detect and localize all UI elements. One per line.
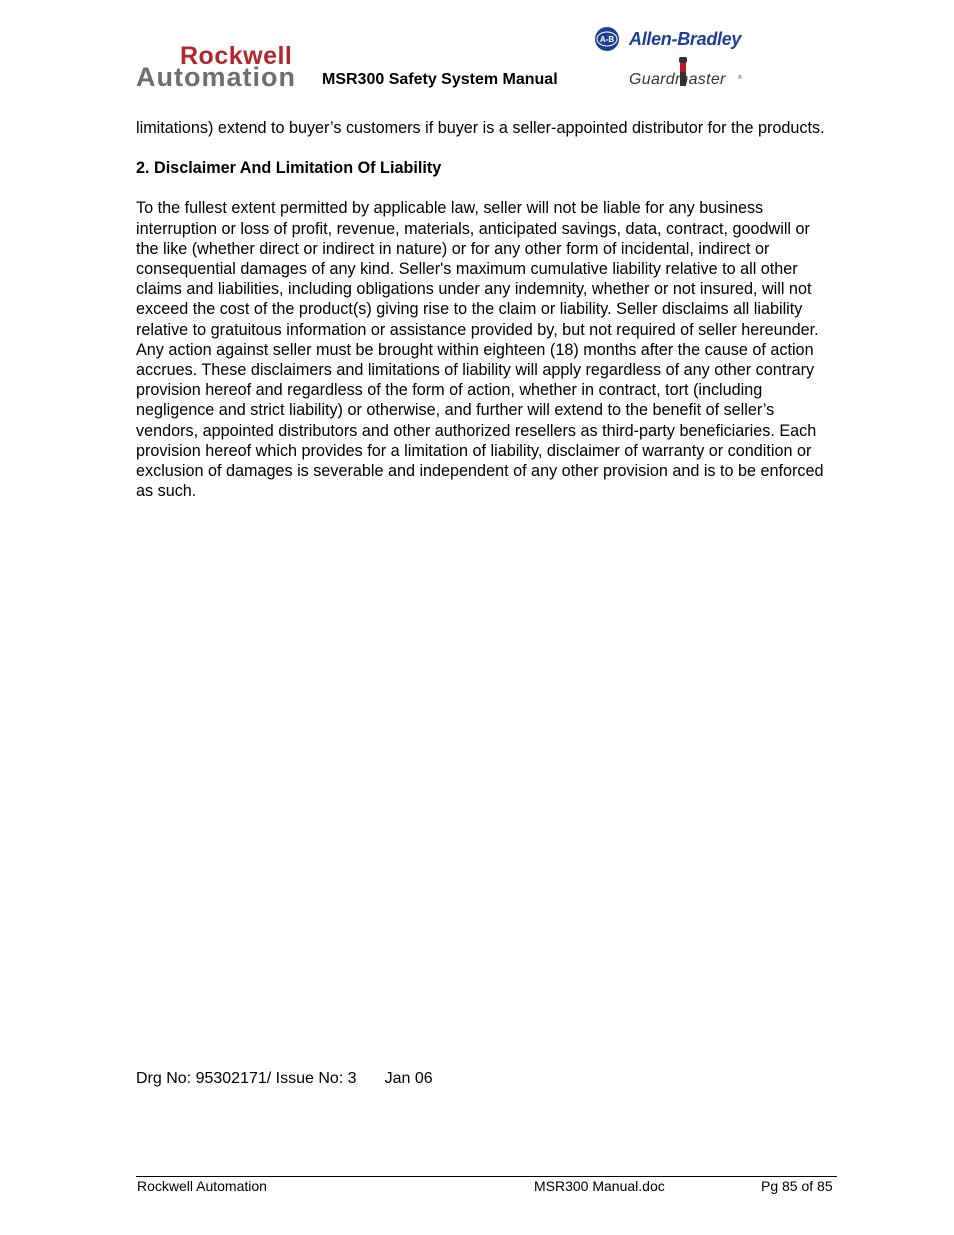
logo-line-rockwell: Rockwell — [180, 42, 293, 70]
footer-page-number: Pg 85 of 85 — [761, 1178, 833, 1194]
allen-bradley-badge-icon — [594, 26, 620, 52]
document-body — [136, 118, 836, 501]
ab-badge-text: A-B — [599, 35, 615, 44]
logo-line-automation: Automation — [136, 62, 296, 92]
footer-company: Rockwell Automation — [137, 1178, 267, 1194]
drawing-number: Drg No: 95302171/ Issue No: 3 — [136, 1070, 357, 1087]
document-title: MSR300 Safety System Manual — [322, 71, 558, 88]
drawing-info — [136, 1070, 433, 1088]
drawing-date: Jan 06 — [384, 1070, 433, 1087]
footer-divider — [136, 1176, 837, 1177]
guardmaster-brand: Guardmaster — [629, 71, 726, 88]
intro-paragraph: limitations) extend to buyer’s customers if buyer is a seller-appointed distributor for the products. — [136, 119, 825, 137]
allen-bradley-brand: Allen-Bradley — [629, 29, 742, 49]
liability-paragraph: To the fullest extent permitted by applicable law, seller will not be liable for any business interruption or loss of profit, revenue, materials, anticipated savings, data, contract, goodwill or the like (whether direct or indirect in nature) or for any other form of incidental, indirect or consequential damages of any kind. Seller's maximum cumulative liability relative to all other claims and liabilities, including obligations under any indemnity, whether or not insured, will not exceed the cost of the product(s) giving rise to the claim or liability. Seller disclaims all liability relative to gratuitous information or assistance provided by, but not required of seller hereunder. Any action against seller must be brought within eighteen (18) months after the cause of action accrues. These disclaimers and limitations of liability will apply regardless of any other contrary provision hereof and regardless of the form of action, whether in contract, tort (including negligence and strict liability) or otherwise, and further will extend to the benefit of seller’s vendors, appointed distributors and other authorized resellers as third-party beneficiaries. Each provision hereof which provides for a limitation of liability, disclaimer of warranty or condition or exclusion of damages is severable and independent of any other provision and is to be enforced as such. — [136, 199, 824, 501]
section-heading: 2. Disclaimer And Limitation Of Liability — [136, 159, 442, 178]
svg-text:®: ® — [738, 75, 742, 81]
footer-filename: MSR300 Manual.doc — [534, 1178, 665, 1194]
